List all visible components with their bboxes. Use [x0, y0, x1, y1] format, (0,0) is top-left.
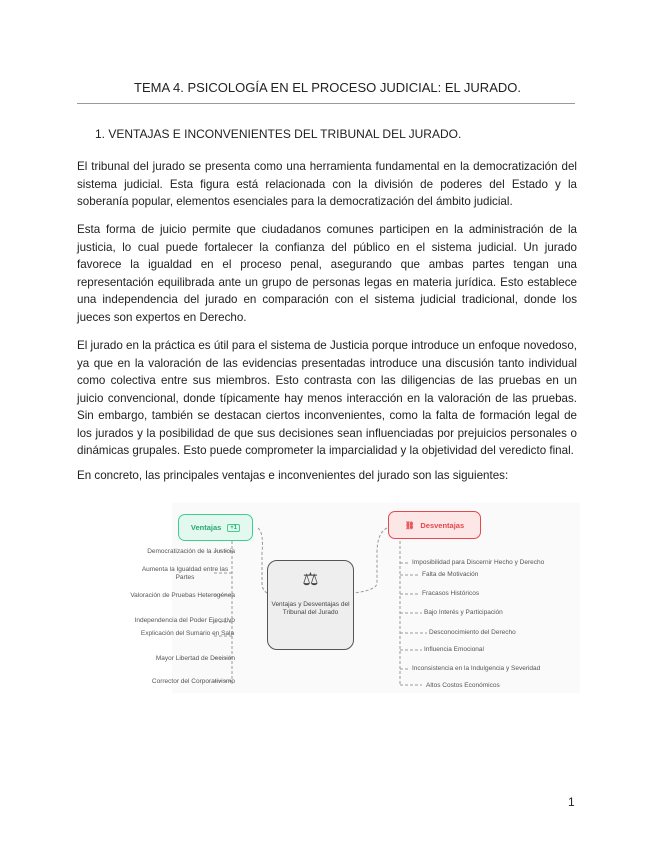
paragraph-2: Esta forma de juicio permite que ciudadanos comunes participen en la administración de la justicia, lo cual puede fortalecer la confianza del público en el sistema judicial. Un jurado favorece la igualdad en el proceso penal, asegurando que ambas partes tengan una representación equilibrada ante un grupo de personas legas en materia jurídica. Esto establece una independencia del jurado en comparación con el sistema judicial tradicional, donde los jueces son expertos en Derecho. [77, 223, 577, 324]
disadvantage-item: Desconocimiento del Derecho [429, 629, 516, 636]
scales-icon: ⚖ [302, 569, 319, 589]
disadvantages-node [388, 511, 481, 539]
page-number: 1 [568, 795, 575, 809]
center-node [267, 560, 354, 650]
advantages-label: Ventajas [190, 523, 222, 532]
broken-link-icon: ⛓ [404, 520, 415, 530]
paragraph-4: En concreto, las principales ventajas e inconvenientes del jurado son las siguientes: [77, 469, 509, 482]
paragraph-1: El tribunal del jurado se presenta como una herramienta fundamental en la democratización del sistema judicial. Esta figura está relacionada con la división de poderes del Estado y la soberanía popular, elementos esenciales para la democratización del ámbito judicial. [77, 160, 577, 208]
divider [77, 103, 575, 104]
section-heading: 1. VENTAJAS E INCONVENIENTES DEL TRIBUNAL DEL JURADO. [95, 127, 462, 141]
disadvantage-item: Fracasos Históricos [422, 590, 480, 597]
disadvantages-label: Desventajas [420, 520, 465, 530]
document-title: TEMA 4. PSICOLOGÍA EN EL PROCESO JUDICIAL: EL JURADO. [134, 80, 521, 95]
disadvantage-item: Imposibilidad para Discernir Hecho y Derecho [412, 559, 545, 566]
disadvantage-item: Altos Costos Económicos [426, 682, 500, 689]
advantages-node [178, 514, 253, 541]
advantage-item: Corrector del Corporativismo [151, 678, 235, 685]
disadvantage-item: Inconsistencia en la Indulgencia y Severidad [412, 665, 541, 672]
advantage-item: Democratización de la Justicia [147, 548, 235, 555]
advantage-item: Explicación del Sumario en Sala [140, 630, 235, 637]
advantage-item: Valoración de Pruebas Heterogénea [130, 592, 235, 599]
advantage-item: Independencia del Poder Ejecutivo [134, 617, 235, 624]
disadvantage-item: Falta de Motivación [422, 571, 479, 578]
paragraph-3: El jurado en la práctica es útil para el sistema de Justicia porque introduce un enfoque novedoso, ya que en la valoración de las evidencias presentadas introduce una discusión tanto individual como colectiva entre sus miembros. Esto contrasta con las diligencias de las pruebas en un juicio convencional, donde típicamente hay menos interacción en la valoración de las pruebas. Sin embargo, también se destacan ciertos inconvenientes, como la falta de formación legal de los jurados y la posibilidad de que sus decisiones sean influenciadas por prejuicios personales o dinámicas grupales. Esto puede comprometer la imparcialidad y la objetividad del veredicto final. [77, 339, 577, 457]
advantages-disadvantages-diagram [130, 503, 580, 693]
disadvantage-item: Influencia Emocional [424, 646, 484, 653]
disadvantage-item: Bajo Interés y Participación [424, 609, 503, 616]
center-label: Ventajas y Desventajas del Tribunal del Jurado [271, 601, 350, 616]
advantage-item: Aumenta la Igualdad entre las Partes [141, 566, 229, 581]
calendar-plus-icon: +1 [227, 524, 240, 532]
advantage-item: Mayor Libertad de Decisión [155, 655, 235, 662]
